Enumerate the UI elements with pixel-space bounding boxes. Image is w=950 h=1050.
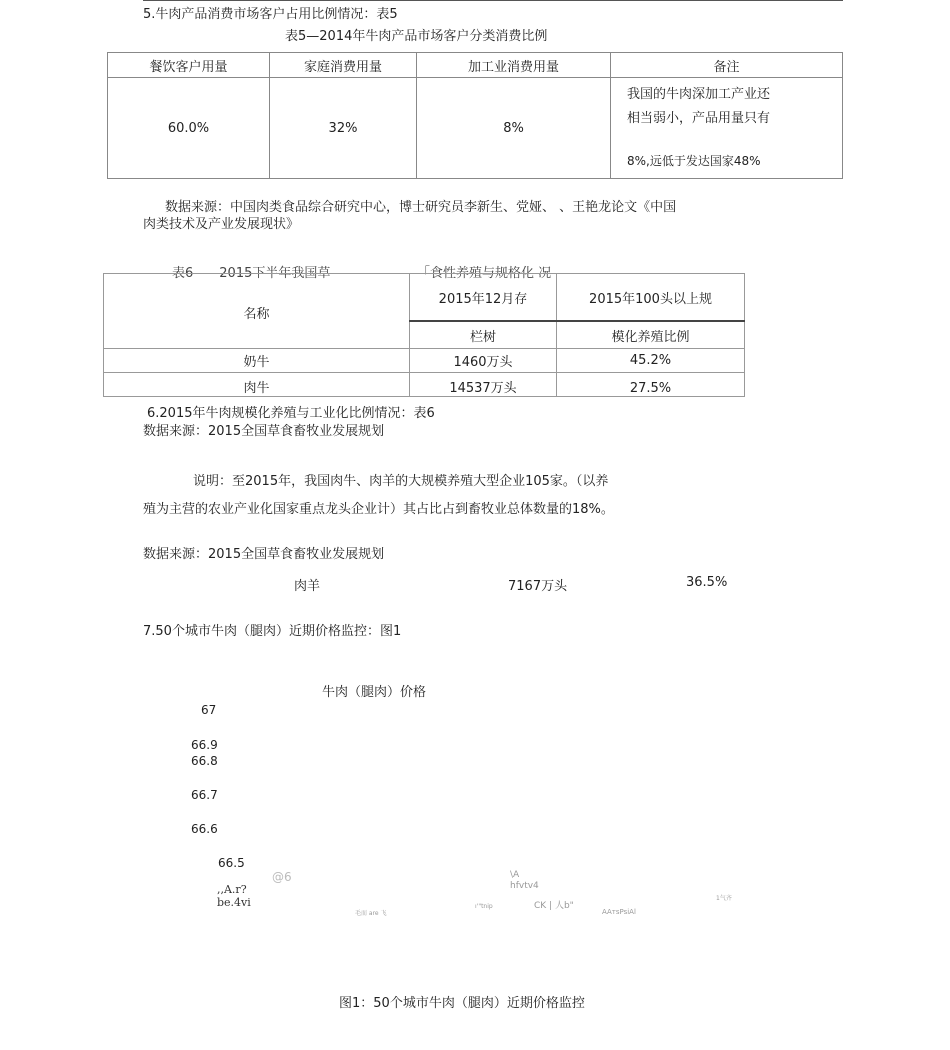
table6-header-name: 名称 — [104, 274, 410, 349]
table6-cell-stock: 14537万头 — [410, 373, 557, 397]
table6-cell-ratio: 45.2% — [557, 349, 745, 373]
table6-cell-stock: 1460万头 — [410, 349, 557, 373]
garbled-label: CK | 人b" — [534, 901, 574, 911]
y-tick-label: 66.5 — [218, 856, 245, 870]
garbled-label: AAтsPsiAl — [602, 908, 636, 916]
table5-header-catering: 餐饮客户用量 — [108, 53, 270, 78]
source3: 数据来源：2015全国草食畜牧业发展规划 — [143, 547, 385, 562]
table6-header-ratio-top: 2015年100头以上规 — [557, 274, 745, 322]
table6-cell-name: 奶牛 — [104, 349, 410, 373]
source1-line2: 肉类技术及产业发展现状》 — [143, 217, 300, 232]
section6-heading: 6.2015年牛肉规模化养殖与工业化比例情况：表6 — [147, 406, 435, 421]
mutton-name: 肉羊 — [294, 579, 321, 594]
source2: 数据来源：2015全国草食畜牧业发展规划 — [143, 424, 385, 439]
section7-heading: 7.50个城市牛肉（腿肉）近期价格监控：图1 — [143, 624, 402, 639]
table5-header-household: 家庭消费用量 — [270, 53, 417, 78]
table6 — [103, 273, 745, 397]
table6-header-ratio-bottom: 模化养殖比例 — [557, 321, 745, 349]
garbled-label: hfvtv4 — [510, 881, 539, 891]
y-tick-label: 66.7 — [191, 788, 218, 802]
table5-cell-catering: 60.0% — [108, 78, 270, 179]
garbled-label: be.4vi — [217, 896, 251, 909]
table5-caption: 表5—2014年牛肉产品市场客户分类消费比例 — [285, 29, 548, 44]
y-tick-label: 66.6 — [191, 822, 218, 836]
table6-caption-right: 「食性养殖与规格化 况 — [417, 266, 552, 281]
source1-line1: 数据来源：中国肉类食品综合研究中心，博士研究员李新生、党娅、 、王艳龙论文《中国 — [165, 200, 677, 215]
table6-header-stock-top: 2015年12月存 — [410, 274, 557, 322]
explain-line2: 殖为主营的农业产业化国家重点龙头企业计）其占比占到畜牧业总体数量的18%。 — [143, 502, 614, 517]
garbled-label: ı'"tnip — [475, 903, 493, 910]
note-line: 我国的牛肉深加工产业还 — [627, 87, 771, 102]
table5-cell-household: 32% — [270, 78, 417, 179]
y-tick-label: 66.8 — [191, 754, 218, 768]
explain-line1: 说明：至2015年，我国肉牛、肉羊的大规模养殖大型企业105家。（以养 — [193, 474, 609, 489]
note-line: 8%,远低于发达国家48% — [627, 154, 761, 168]
table6-header-stock-bottom: 栏树 — [410, 321, 557, 349]
garbled-label: \A — [510, 870, 520, 880]
table6-cell-name: 肉牛 — [104, 373, 410, 397]
note-line: 相当弱小，产品用量只有 — [627, 111, 771, 126]
mutton-ratio: 36.5% — [686, 575, 728, 590]
top-rule — [143, 0, 843, 1]
y-tick-label: 67 — [201, 703, 217, 717]
table6-cell-ratio: 27.5% — [557, 373, 745, 397]
chart-title: 牛肉（腿肉）价格 — [322, 685, 427, 700]
section5-heading: 5.牛肉产品消费市场客户占用比例情况：表5 — [143, 7, 398, 22]
garbled-label: @6 — [272, 870, 292, 884]
y-tick-label: 66.9 — [191, 738, 218, 752]
price-chart — [150, 680, 800, 940]
table5-header-note: 备注 — [611, 53, 843, 78]
garbled-label: 毛而 are 飞 — [355, 910, 387, 917]
mutton-stock: 7167万头 — [508, 579, 568, 594]
table5-cell-note — [611, 78, 843, 179]
table6-caption-left: 表6——2015下半年我国草 — [172, 266, 331, 281]
table5-header-processing: 加工业消费用量 — [417, 53, 611, 78]
figure-caption: 图1：50个城市牛肉（腿肉）近期价格监控 — [339, 996, 585, 1011]
garbled-label: 1气齐 — [716, 895, 732, 902]
garbled-label: ,,A.r? — [217, 883, 247, 896]
table5-cell-processing: 8% — [417, 78, 611, 179]
table5 — [107, 52, 843, 179]
